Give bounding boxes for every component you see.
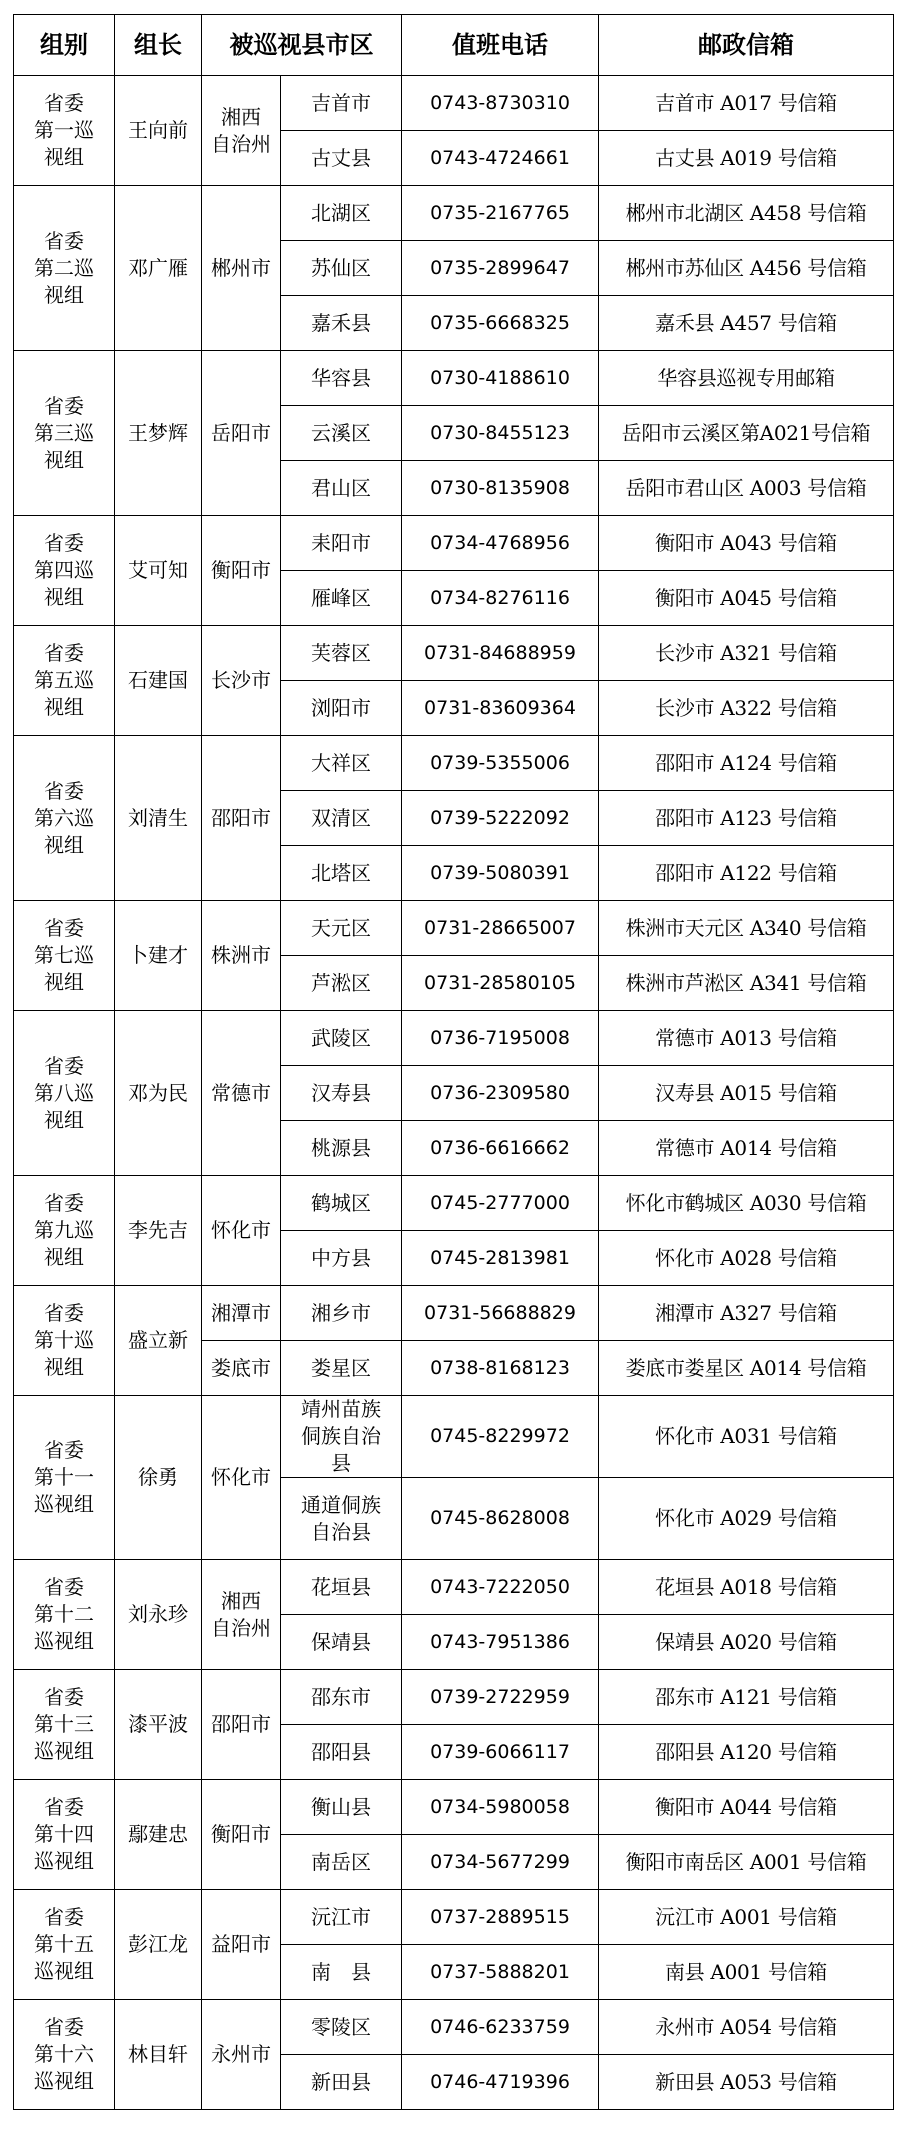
phone-cell: 0735-6668325	[402, 296, 599, 351]
phone-cell: 0736-7195008	[402, 1011, 599, 1066]
group-name-cell: 省委 第九巡 视组	[14, 1176, 115, 1286]
mailbox-cell: 邵东市 A121 号信箱	[599, 1670, 894, 1725]
city-cell: 益阳市	[202, 1890, 281, 2000]
table-row	[14, 1780, 894, 1835]
phone-cell: 0730-4188610	[402, 351, 599, 406]
county-cell: 通道侗族 自治县	[281, 1478, 402, 1560]
mailbox-cell: 邵阳县 A120 号信箱	[599, 1725, 894, 1780]
county-cell: 南 县	[281, 1945, 402, 2000]
table-row	[14, 1011, 894, 1066]
county-cell: 娄星区	[281, 1341, 402, 1396]
phone-cell: 0735-2899647	[402, 241, 599, 296]
mailbox-cell: 怀化市 A031 号信箱	[599, 1396, 894, 1478]
phone-cell: 0731-84688959	[402, 626, 599, 681]
table-row	[14, 186, 894, 241]
city-cell: 娄底市	[202, 1341, 281, 1396]
group-leader-cell: 漆平波	[115, 1670, 202, 1780]
county-cell: 天元区	[281, 901, 402, 956]
phone-cell: 0735-2167765	[402, 186, 599, 241]
city-cell: 常德市	[202, 1011, 281, 1176]
table-row	[14, 1176, 894, 1231]
mailbox-cell: 衡阳市 A044 号信箱	[599, 1780, 894, 1835]
group-name-cell: 省委 第八巡 视组	[14, 1011, 115, 1176]
phone-cell: 0734-5980058	[402, 1780, 599, 1835]
group-leader-cell: 艾可知	[115, 516, 202, 626]
city-cell: 衡阳市	[202, 1780, 281, 1890]
mailbox-cell: 岳阳市云溪区第A021号信箱	[599, 406, 894, 461]
county-cell: 芦淞区	[281, 956, 402, 1011]
county-cell: 零陵区	[281, 2000, 402, 2055]
group-leader-cell: 王梦辉	[115, 351, 202, 516]
phone-cell: 0745-2813981	[402, 1231, 599, 1286]
mailbox-cell: 衡阳市 A043 号信箱	[599, 516, 894, 571]
county-cell: 武陵区	[281, 1011, 402, 1066]
mailbox-cell: 华容县巡视专用邮箱	[599, 351, 894, 406]
group-leader-cell: 刘永珍	[115, 1560, 202, 1670]
mailbox-cell: 花垣县 A018 号信箱	[599, 1560, 894, 1615]
group-name-cell: 省委 第三巡 视组	[14, 351, 115, 516]
group-leader-cell: 鄢建忠	[115, 1780, 202, 1890]
group-name-cell: 省委 第五巡 视组	[14, 626, 115, 736]
mailbox-cell: 邵阳市 A124 号信箱	[599, 736, 894, 791]
mailbox-cell: 南县 A001 号信箱	[599, 1945, 894, 2000]
mailbox-cell: 怀化市鹤城区 A030 号信箱	[599, 1176, 894, 1231]
phone-cell: 0743-7222050	[402, 1560, 599, 1615]
mailbox-cell: 郴州市北湖区 A458 号信箱	[599, 186, 894, 241]
phone-cell: 0736-2309580	[402, 1066, 599, 1121]
header-group: 组别	[14, 15, 115, 76]
table-row	[14, 351, 894, 406]
city-cell: 邵阳市	[202, 736, 281, 901]
mailbox-cell: 邵阳市 A122 号信箱	[599, 846, 894, 901]
county-cell: 芙蓉区	[281, 626, 402, 681]
mailbox-cell: 沅江市 A001 号信箱	[599, 1890, 894, 1945]
mailbox-cell: 岳阳市君山区 A003 号信箱	[599, 461, 894, 516]
group-name-cell: 省委 第十四 巡视组	[14, 1780, 115, 1890]
mailbox-cell: 怀化市 A028 号信箱	[599, 1231, 894, 1286]
group-name-cell: 省委 第十五 巡视组	[14, 1890, 115, 2000]
phone-cell: 0739-5355006	[402, 736, 599, 791]
group-leader-cell: 李先吉	[115, 1176, 202, 1286]
group-name-cell: 省委 第十二 巡视组	[14, 1560, 115, 1670]
header-duty-phone: 值班电话	[402, 15, 599, 76]
county-cell: 靖州苗族 侗族自治 县	[281, 1396, 402, 1478]
phone-cell: 0731-28580105	[402, 956, 599, 1011]
county-cell: 云溪区	[281, 406, 402, 461]
mailbox-cell: 湘潭市 A327 号信箱	[599, 1286, 894, 1341]
county-cell: 浏阳市	[281, 681, 402, 736]
county-cell: 湘乡市	[281, 1286, 402, 1341]
table-header-row	[14, 15, 894, 76]
county-cell: 雁峰区	[281, 571, 402, 626]
city-cell: 湘西 自治州	[202, 76, 281, 186]
phone-cell: 0745-8628008	[402, 1478, 599, 1560]
mailbox-cell: 新田县 A053 号信箱	[599, 2055, 894, 2110]
phone-cell: 0746-4719396	[402, 2055, 599, 2110]
phone-cell: 0736-6616662	[402, 1121, 599, 1176]
county-cell: 嘉禾县	[281, 296, 402, 351]
county-cell: 汉寿县	[281, 1066, 402, 1121]
group-leader-cell: 刘清生	[115, 736, 202, 901]
group-name-cell: 省委 第七巡 视组	[14, 901, 115, 1011]
county-cell: 耒阳市	[281, 516, 402, 571]
group-leader-cell: 林目轩	[115, 2000, 202, 2110]
phone-cell: 0734-4768956	[402, 516, 599, 571]
table-row	[14, 626, 894, 681]
mailbox-cell: 常德市 A014 号信箱	[599, 1121, 894, 1176]
county-cell: 北湖区	[281, 186, 402, 241]
phone-cell: 0745-8229972	[402, 1396, 599, 1478]
group-name-cell: 省委 第十巡 视组	[14, 1286, 115, 1396]
county-cell: 古丈县	[281, 131, 402, 186]
phone-cell: 0737-2889515	[402, 1890, 599, 1945]
mailbox-cell: 长沙市 A321 号信箱	[599, 626, 894, 681]
county-cell: 邵东市	[281, 1670, 402, 1725]
group-name-cell: 省委 第二巡 视组	[14, 186, 115, 351]
county-cell: 花垣县	[281, 1560, 402, 1615]
county-cell: 鹤城区	[281, 1176, 402, 1231]
county-cell: 衡山县	[281, 1780, 402, 1835]
group-leader-cell: 徐勇	[115, 1396, 202, 1560]
group-name-cell: 省委 第六巡 视组	[14, 736, 115, 901]
mailbox-cell: 娄底市娄星区 A014 号信箱	[599, 1341, 894, 1396]
county-cell: 桃源县	[281, 1121, 402, 1176]
table-row	[14, 1670, 894, 1725]
county-cell: 吉首市	[281, 76, 402, 131]
mailbox-cell: 嘉禾县 A457 号信箱	[599, 296, 894, 351]
phone-cell: 0739-5080391	[402, 846, 599, 901]
group-leader-cell: 石建国	[115, 626, 202, 736]
county-cell: 保靖县	[281, 1615, 402, 1670]
city-cell: 怀化市	[202, 1176, 281, 1286]
table-row	[14, 1286, 894, 1341]
table-row	[14, 901, 894, 956]
mailbox-cell: 保靖县 A020 号信箱	[599, 1615, 894, 1670]
phone-cell: 0734-8276116	[402, 571, 599, 626]
table-row	[14, 736, 894, 791]
header-inspected-area: 被巡视县市区	[202, 15, 402, 76]
group-leader-cell: 邓为民	[115, 1011, 202, 1176]
phone-cell: 0745-2777000	[402, 1176, 599, 1231]
mailbox-cell: 常德市 A013 号信箱	[599, 1011, 894, 1066]
inspection-contact-table	[13, 14, 894, 2110]
county-cell: 华容县	[281, 351, 402, 406]
table-row	[14, 1560, 894, 1615]
group-leader-cell: 彭江龙	[115, 1890, 202, 2000]
phone-cell: 0737-5888201	[402, 1945, 599, 2000]
phone-cell: 0746-6233759	[402, 2000, 599, 2055]
header-leader: 组长	[115, 15, 202, 76]
group-leader-cell: 卜建才	[115, 901, 202, 1011]
phone-cell: 0739-6066117	[402, 1725, 599, 1780]
group-name-cell: 省委 第四巡 视组	[14, 516, 115, 626]
header-mailbox: 邮政信箱	[599, 15, 894, 76]
group-name-cell: 省委 第一巡 视组	[14, 76, 115, 186]
group-name-cell: 省委 第十一 巡视组	[14, 1396, 115, 1560]
phone-cell: 0739-2722959	[402, 1670, 599, 1725]
group-leader-cell: 王向前	[115, 76, 202, 186]
phone-cell: 0730-8135908	[402, 461, 599, 516]
group-leader-cell: 盛立新	[115, 1286, 202, 1396]
city-cell: 湘西 自治州	[202, 1560, 281, 1670]
city-cell: 怀化市	[202, 1396, 281, 1560]
mailbox-cell: 长沙市 A322 号信箱	[599, 681, 894, 736]
city-cell: 岳阳市	[202, 351, 281, 516]
phone-cell: 0743-8730310	[402, 76, 599, 131]
mailbox-cell: 株洲市芦淞区 A341 号信箱	[599, 956, 894, 1011]
county-cell: 大祥区	[281, 736, 402, 791]
county-cell: 君山区	[281, 461, 402, 516]
county-cell: 北塔区	[281, 846, 402, 901]
county-cell: 沅江市	[281, 1890, 402, 1945]
city-cell: 永州市	[202, 2000, 281, 2110]
mailbox-cell: 邵阳市 A123 号信箱	[599, 791, 894, 846]
county-cell: 双清区	[281, 791, 402, 846]
table-row	[14, 516, 894, 571]
mailbox-cell: 衡阳市 A045 号信箱	[599, 571, 894, 626]
phone-cell: 0743-7951386	[402, 1615, 599, 1670]
county-cell: 南岳区	[281, 1835, 402, 1890]
county-cell: 苏仙区	[281, 241, 402, 296]
mailbox-cell: 古丈县 A019 号信箱	[599, 131, 894, 186]
group-name-cell: 省委 第十六 巡视组	[14, 2000, 115, 2110]
city-cell: 长沙市	[202, 626, 281, 736]
mailbox-cell: 怀化市 A029 号信箱	[599, 1478, 894, 1560]
phone-cell: 0743-4724661	[402, 131, 599, 186]
mailbox-cell: 株洲市天元区 A340 号信箱	[599, 901, 894, 956]
city-cell: 衡阳市	[202, 516, 281, 626]
phone-cell: 0731-83609364	[402, 681, 599, 736]
mailbox-cell: 吉首市 A017 号信箱	[599, 76, 894, 131]
mailbox-cell: 汉寿县 A015 号信箱	[599, 1066, 894, 1121]
city-cell: 邵阳市	[202, 1670, 281, 1780]
group-leader-cell: 邓广雁	[115, 186, 202, 351]
mailbox-cell: 永州市 A054 号信箱	[599, 2000, 894, 2055]
mailbox-cell: 衡阳市南岳区 A001 号信箱	[599, 1835, 894, 1890]
city-cell: 郴州市	[202, 186, 281, 351]
county-cell: 中方县	[281, 1231, 402, 1286]
phone-cell: 0738-8168123	[402, 1341, 599, 1396]
table-row	[14, 1396, 894, 1478]
phone-cell: 0730-8455123	[402, 406, 599, 461]
phone-cell: 0731-56688829	[402, 1286, 599, 1341]
group-name-cell: 省委 第十三 巡视组	[14, 1670, 115, 1780]
phone-cell: 0734-5677299	[402, 1835, 599, 1890]
table-body	[14, 76, 894, 2110]
table-row	[14, 2000, 894, 2055]
county-cell: 新田县	[281, 2055, 402, 2110]
phone-cell: 0731-28665007	[402, 901, 599, 956]
city-cell: 湘潭市	[202, 1286, 281, 1341]
county-cell: 邵阳县	[281, 1725, 402, 1780]
table-row	[14, 76, 894, 131]
phone-cell: 0739-5222092	[402, 791, 599, 846]
table-row	[14, 1890, 894, 1945]
city-cell: 株洲市	[202, 901, 281, 1011]
mailbox-cell: 郴州市苏仙区 A456 号信箱	[599, 241, 894, 296]
